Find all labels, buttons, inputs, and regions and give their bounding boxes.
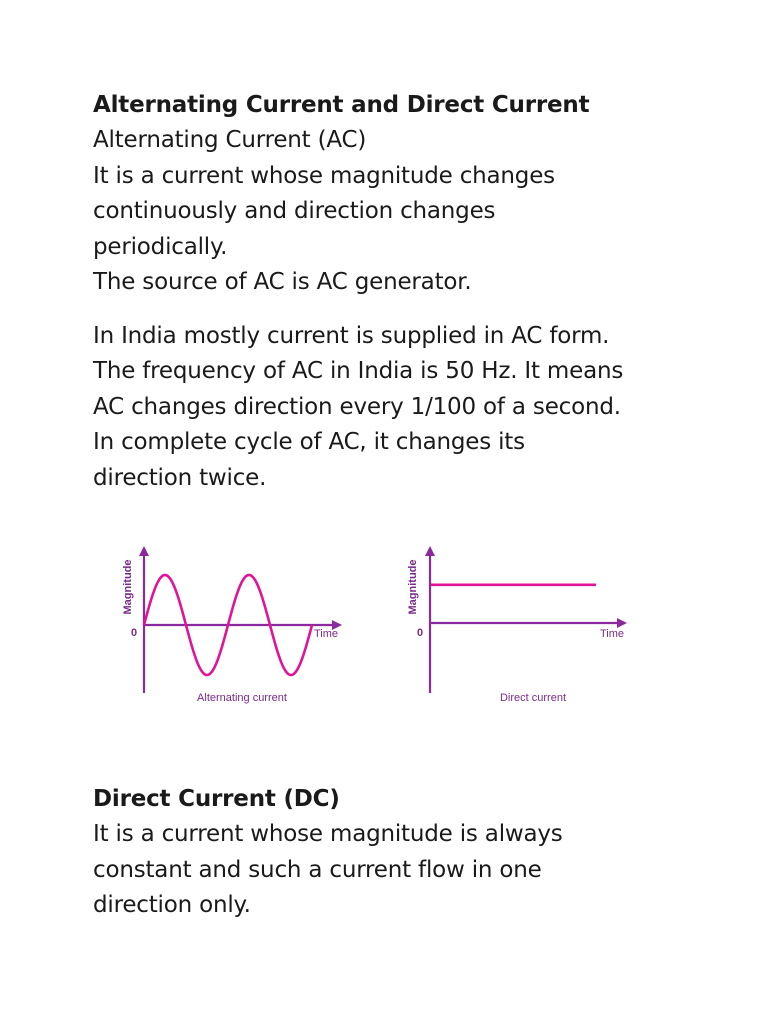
ac-x-axis-label: Time [313,628,339,640]
ac-definition-line: It is a current whose magnitude changes [93,162,555,189]
ac-source-line: The source of AC is AC generator. [93,269,472,295]
ac-definition-paragraph [93,159,713,301]
ac-y-axis-label: Magnitude [122,559,134,615]
dc-y-axis-label: Magnitude [407,559,419,615]
ac-definition-line: periodically. [93,233,228,260]
ac-y-axis-arrow [139,546,149,556]
ac-subtitle: Alternating Current (AC) [93,127,367,153]
ac-chart [122,546,342,704]
ac-india-paragraph [93,319,713,497]
ac-india-line: In complete cycle of AC, it changes its [93,429,525,455]
dc-y-axis-arrow [425,546,435,556]
dc-x-axis-arrow [617,618,627,628]
ac-origin-label: 0 [130,627,138,639]
ac-dc-charts-svg [112,540,652,715]
page-title: Alternating Current and Direct Current [93,92,590,118]
dc-chart-title: Direct current [499,692,567,704]
ac-chart-title: Alternating current [197,692,287,704]
dc-chart [407,546,627,704]
ac-definition-line: continuously and direction changes [93,198,496,224]
document-body [93,88,713,496]
dc-x-axis-label: Time [599,628,625,640]
ac-india-line: AC changes direction every 1/100 of a second. [93,393,621,420]
dc-origin-label: 0 [416,627,424,639]
dc-section [93,782,713,924]
ac-india-line: In India mostly current is supplied in AC form. [93,322,610,349]
dc-definition-line: It is a current whose magnitude is always [93,821,563,847]
ac-india-line: The frequency of AC in India is 50 Hz. It means [93,358,624,384]
dc-definition-line: direction only. [93,892,251,918]
ac-dc-figure [112,540,652,715]
dc-definition-line: constant and such a current flow in one [93,856,542,883]
dc-title: Direct Current (DC) [93,786,340,812]
ac-india-line: direction twice. [93,464,267,491]
